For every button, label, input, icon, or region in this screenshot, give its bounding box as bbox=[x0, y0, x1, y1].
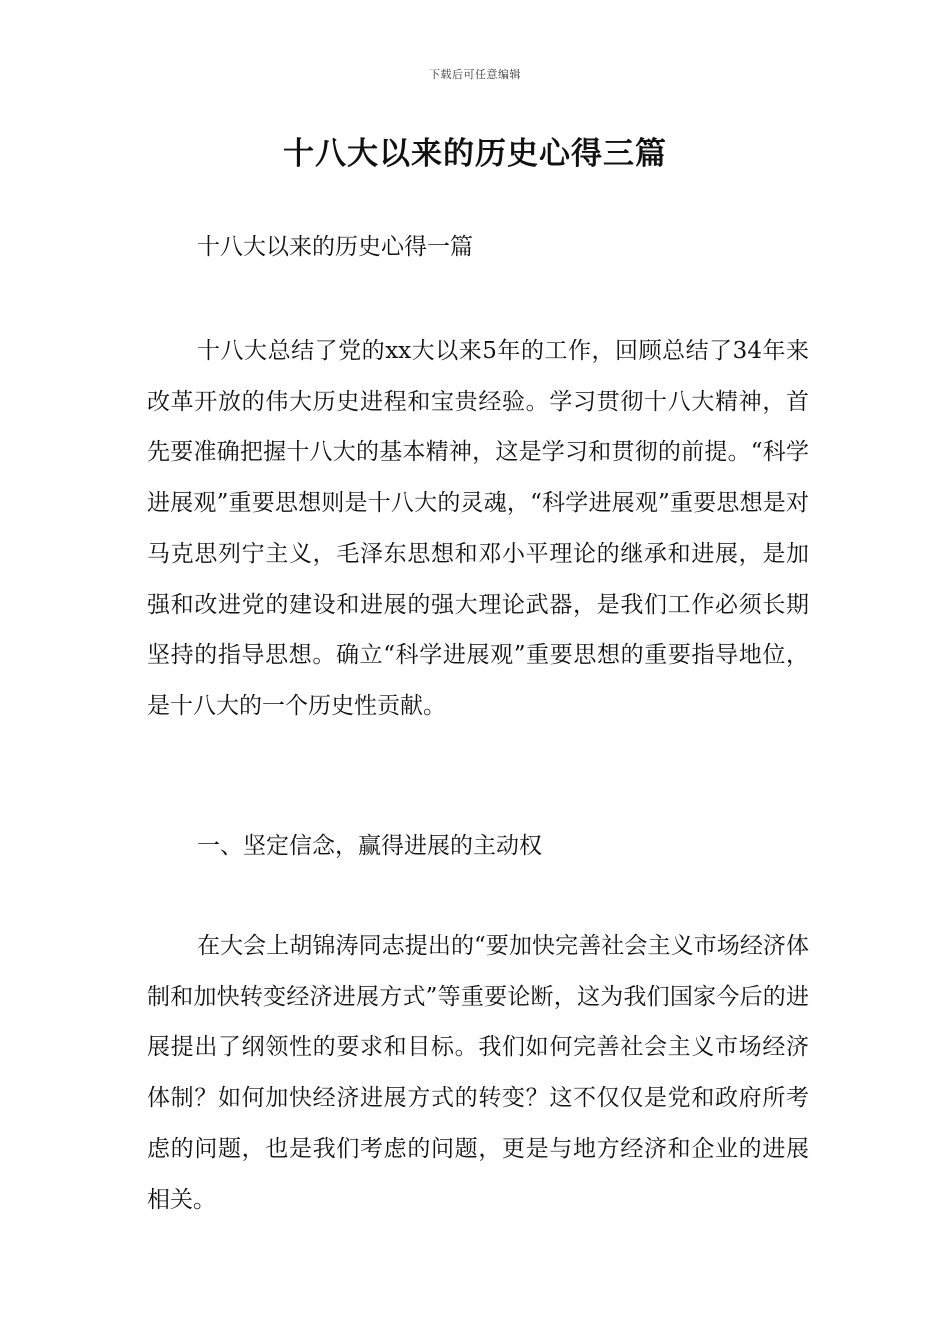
paragraph-1: 十八大总结了党的xx大以来5年的工作，回顾总结了34年来改革开放的伟大历史进程和宝贵经验。学习贯彻十八大精神，首先要准确把握十八大的基本精神，这是学习和贯彻的前提。“科学进展观”重要思想则是十八大的灵魂，“科学进展观”重要思想是对马克思列宁主义，毛泽东思想和邓小平理论的继承和进展，是加强和改进党的建设和进展的强大理论武器，是我们工作必须长期坚持的指导思想。确立“科学进展观”重要思想的重要指导地位，是十八大的一个历史性贡献。 bbox=[147, 338, 809, 719]
document-title: 十八大以来的历史心得三篇 bbox=[283, 136, 667, 172]
paragraph-2: 在大会上胡锦涛同志提出的“要加快完善社会主义市场经济体制和加快转变经济进展方式”等重要论断，这为我们国家今后的进展提出了纲领性的要求和目标。我们如何完善社会主义市场经济体制？如何加快经济进展方式的转变？这不仅仅是党和政府所考虑的问题，也是我们考虑的问题，更是与地方经济和企业的进展相关。 bbox=[147, 933, 809, 1213]
section-heading: 十八大以来的历史心得一篇 bbox=[197, 234, 473, 260]
header-note: 下载后可任意编辑 bbox=[429, 68, 521, 81]
subheading-1: 一、坚定信念，赢得进展的主动权 bbox=[197, 833, 542, 859]
